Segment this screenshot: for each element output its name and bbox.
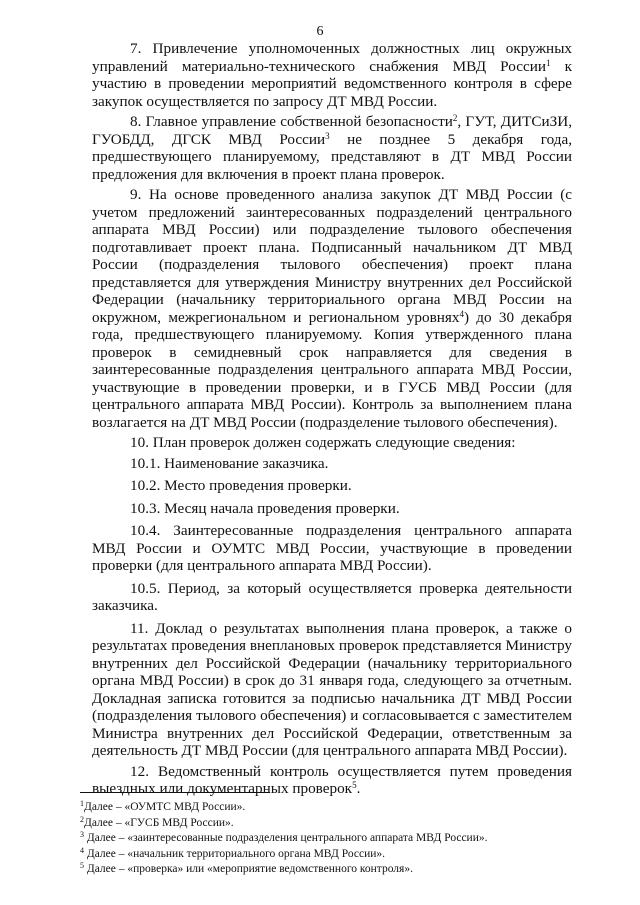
footnote-text: Далее – «ГУСБ МВД России». — [84, 816, 234, 829]
paragraph-p10-5 — [92, 580, 572, 615]
text-run: не позднее 5 декабря года, предшествующего планируемому, представляют в ДТ МВД России предложения для включения в проект плана проверок. — [92, 130, 573, 183]
paragraph-p10-3 — [92, 500, 572, 518]
footnote-ref: 2 — [452, 113, 458, 123]
text-run: 10.5. Период, за который осуществляется проверка деятельности заказчика. — [92, 579, 572, 614]
footnote-1 — [80, 800, 580, 816]
paragraph-p9 — [92, 186, 572, 431]
paragraph-p10-4 — [92, 522, 572, 575]
document-body — [92, 40, 572, 801]
paragraph-p10-1 — [92, 455, 572, 473]
footnote-3 — [80, 831, 580, 847]
footnote-number: 5 — [80, 861, 84, 870]
text-run: к участию в проведении мероприятий ведомственного контроля в сфере закупок осуществляется по запросу ДТ МВД России. — [92, 57, 572, 110]
text-run: 9. На основе проведенного анализа закупок ДТ МВД России (с учетом предложений заинтересованных подразделений центрального аппарата МВД России) или подразделение тылового обеспечения подготавливает проект плана. Подписанный начальником ДТ МВД России (подразделения тылового обеспечения) проект плана представляется для утверждения Министру внутренних дел Российской Федерации (начальнику территориального органа МВД России на окружном, межрегиональном и региональном уровнях — [92, 186, 572, 326]
text-run: 11. Доклад о результатах выполнения плана проверок, а также о результатах проведения внеплановых проверок представляется Министру внутренних дел Российской Федерации (начальнику территориального органа МВД России) в срок до 31 января года, следующего за отчетным. Докладная записка готовится за подписью начальника ДТ МВД России (подразделения тылового обеспечения) и согласовывается с заместителем Министра внутренних дел Российской Федерации, ответственным за деятельность ДТ МВД России (для центрального аппарата МВД России). — [92, 619, 572, 759]
footnote-separator — [80, 792, 270, 793]
text-run: 10.2. Место проведения проверки. — [130, 477, 352, 494]
footnote-ref: 5 — [352, 780, 357, 790]
footnote-text: Далее – «начальник территориального органа МВД России». — [84, 847, 386, 860]
paragraph-p10-2 — [92, 477, 572, 495]
footnote-text: Далее – «заинтересованные подразделения центрального аппарата МВД России». — [84, 832, 488, 844]
paragraph-p7 — [92, 40, 572, 110]
text-run: 7. Привлечение уполномоченных должностных лиц окружных управлений материально-технического снабжения МВД России — [92, 40, 572, 75]
page-number: 6 — [316, 24, 324, 39]
footnote-number: 1 — [80, 799, 84, 808]
footnotes — [80, 800, 580, 878]
footnote-number: 2 — [80, 814, 84, 824]
footnote-ref: 1 — [545, 57, 551, 68]
paragraph-p8 — [92, 113, 572, 183]
paragraph-p10 — [92, 434, 572, 452]
footnote-ref: 4 — [459, 308, 464, 319]
paragraph-p11 — [92, 620, 572, 760]
text-run: 10.4. Заинтересованные подразделения центрального аппарата МВД России и ОУМТС МВД России, участвующие в проведении проверки (для центрального аппарата МВД России). — [92, 522, 572, 574]
footnote-number: 3 — [80, 830, 84, 839]
footnote-number: 4 — [80, 845, 84, 855]
text-run: 10. План проверок должен содержать следующие сведения: — [130, 434, 516, 451]
text-run: ) до 30 декабря года, предшествующего планируемому. Копия утвержденного плана проверок в семидневный срок направляется для сведения в заинтересованные подразделения центрального аппарата МВД России, участвующие в проведении проверки, и в ГУСБ МВД России (для центрального аппарата МВД России). Контроль за выполнением плана возлагается на ДТ МВД России (подразделение тылового обеспечения). — [92, 308, 572, 431]
text-run: 8. Главное управление собственной безопасности — [130, 113, 453, 130]
footnote-ref: 3 — [325, 130, 330, 141]
footnote-text: Далее – «ОУМТС МВД России». — [84, 801, 246, 813]
footnote-5 — [80, 862, 580, 878]
footnote-2 — [80, 816, 580, 832]
footnote-text: Далее – «проверка» или «мероприятие ведомственного контроля». — [84, 863, 413, 875]
text-run: . — [356, 780, 361, 797]
text-run: 10.3. Месяц начала проведения проверки. — [130, 499, 400, 517]
text-run: , ГУТ, ДИТСиЗИ, ГУОБДД, ДГСК МВД России — [92, 113, 572, 148]
text-run: 12. Ведомственный контроль осуществляется путем проведения выездных или документарных проверок — [92, 762, 572, 797]
text-run: 10.1. Наименование заказчика. — [130, 454, 329, 472]
footnote-4 — [80, 847, 580, 863]
